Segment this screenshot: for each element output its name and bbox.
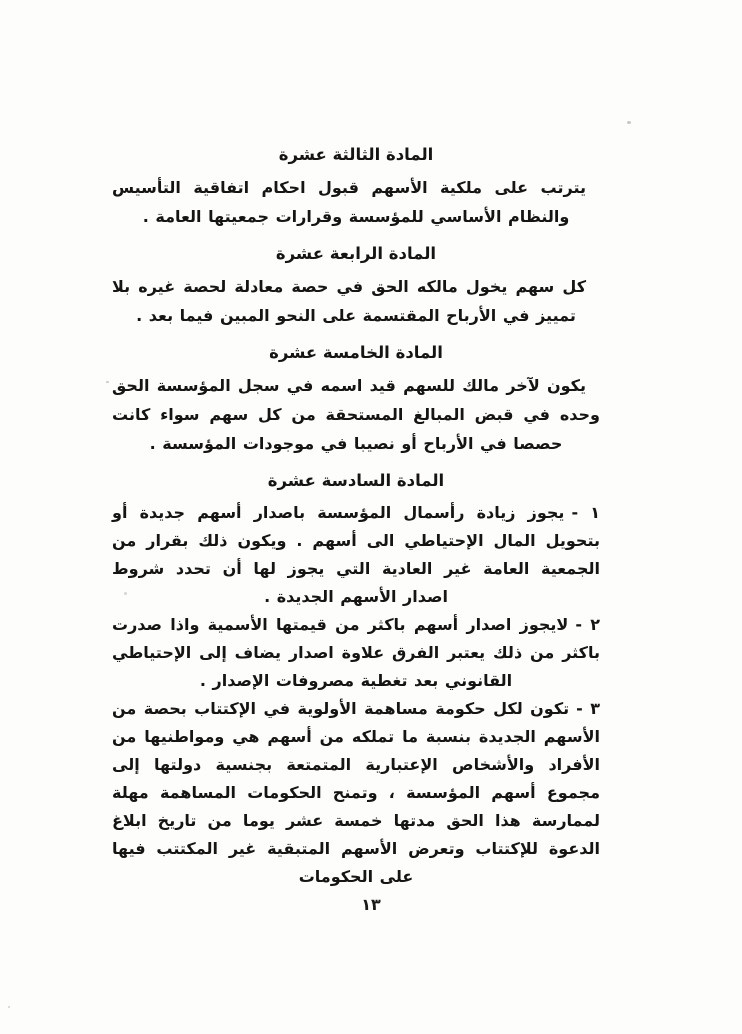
item-2-text: لايجوز اصدار أسهم باكثر من قيمتها الأسمية واذا صدرت باكثر من ذلك يعتبر الفرق علاوة اصدار يضاف إلى الإحتياطي القانوني بعد تغطية مصروفات الإصدار . xyxy=(112,615,600,690)
page-number: ١٣ xyxy=(361,895,381,914)
item-1-text: يجوز زيادة رأسمال المؤسسة باصدار أسهم جديدة أو بتحويل المال الإحتياطي الى أسهم . ويكون ذلك بقرار من الجمعية العامة غير العادية التي يجوز لها أن تحدد شروط اصدار الأسهم الجديدة . xyxy=(112,503,600,606)
article-fourteen-paragraph: كل سهم يخول مالكه الحق في حصة معادلة لحصة غيره بلا تمييز في الأرباح المقتسمة على النحو المبين فيما بعد . xyxy=(112,277,586,325)
article-fifteen-paragraph: يكون لآخر مالك للسهم قيد اسمه في سجل المؤسسة الحق وحده في قبض المبالغ المستحقة من كل سهم سواء كانت حصصا في الأرباح أو نصيبا في موجودات المؤسسة . xyxy=(112,376,600,453)
article-sixteen xyxy=(112,466,600,891)
article-fifteen xyxy=(112,338,600,458)
article-sixteen-item-1 xyxy=(112,499,600,611)
article-fifteen-heading: المادة الخامسة عشرة xyxy=(269,343,443,362)
article-fourteen xyxy=(112,239,600,330)
article-thirteen-paragraph: يترتب على ملكية الأسهم قبول احكام اتفاقية التأسيس والنظام الأساسي للمؤسسة وقرارات جمعيتها العامة . xyxy=(112,178,586,226)
item-2-number: ٢ - xyxy=(575,615,600,634)
document-content xyxy=(112,132,600,891)
article-sixteen-items xyxy=(112,499,600,891)
article-thirteen-heading: المادة الثالثة عشرة xyxy=(278,145,434,164)
article-thirteen xyxy=(112,140,600,231)
article-fourteen-heading: المادة الرابعة عشرة xyxy=(275,244,437,263)
article-sixteen-heading: المادة السادسة عشرة xyxy=(267,471,445,490)
article-sixteen-item-3 xyxy=(112,695,600,891)
scan-speck xyxy=(627,121,631,124)
scan-speck xyxy=(106,381,109,383)
article-sixteen-item-2 xyxy=(112,611,600,695)
scan-speck xyxy=(124,592,127,595)
item-3-text: تكون لكل حكومة مساهمة الأولوية في الإكتتاب بحصة من الأسهم الجديدة بنسبة ما تملكه من أسهم هي ومواطنيها من الأفراد والأشخاص الإعتبارية المتمتعة بجنسية دولتها إلى مجموع أسهم المؤسسة ، وتمنح الحكومات المساهمة مهلة لممارسة هذا الحق مدتها خمسة عشر يوما من تاريخ ابلاغ الدعوة للإكتتاب وتعرض الأسهم المتبقية غير المكتتب فيها على الحكومات xyxy=(112,699,600,886)
item-1-number: ١ - xyxy=(571,503,601,522)
item-3-number: ٣ - xyxy=(576,699,600,718)
scan-speck xyxy=(8,1006,10,1008)
